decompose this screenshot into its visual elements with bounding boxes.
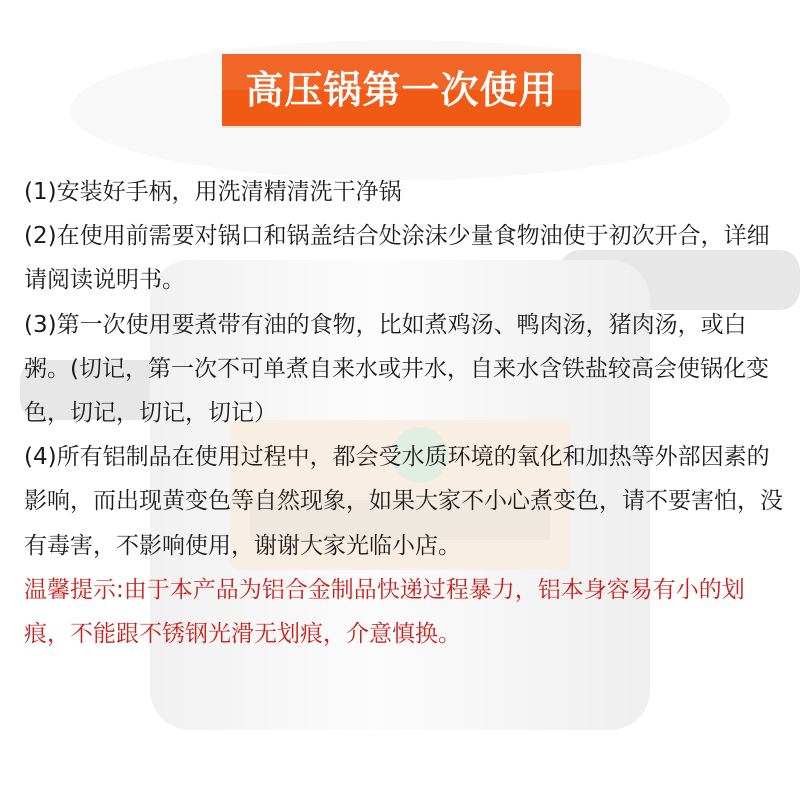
instruction-3: (3)第一次使用要煮带有油的食物，比如煮鸡汤、鸭肉汤，猪肉汤，或白粥。(切记，第一次不可单煮自来水或井水，自来水含铁盐较高会使锅化变色，切记，切记，切记）	[24, 311, 769, 427]
instruction-2: (2)在使用前需要对锅口和锅盖结合处涂沫少量食物油使于初次开合，详细请阅读说明书。	[24, 223, 770, 294]
title-banner	[222, 54, 581, 126]
instruction-4: (4)所有铝制品在使用过程中，都会受水质环境的氧化和加热等外部因素的影响，而出现黄变色等自然现象，如果大家不小心煮变色，请不要害怕，没有毒害，不影响使用，谢谢大家光临小店。	[24, 444, 783, 559]
warm-tip: 温馨提示:由于本产品为铝合金制品快递过程暴力，铝本身容易有小的划痕，不能跟不锈钢光滑无划痕，介意慎换。	[24, 576, 745, 648]
instructions-block	[24, 170, 786, 656]
page-title: 高压锅第一次使用	[245, 68, 558, 112]
instruction-1: (1)安装好手柄，用洗清精清洗干净锅	[24, 179, 402, 205]
